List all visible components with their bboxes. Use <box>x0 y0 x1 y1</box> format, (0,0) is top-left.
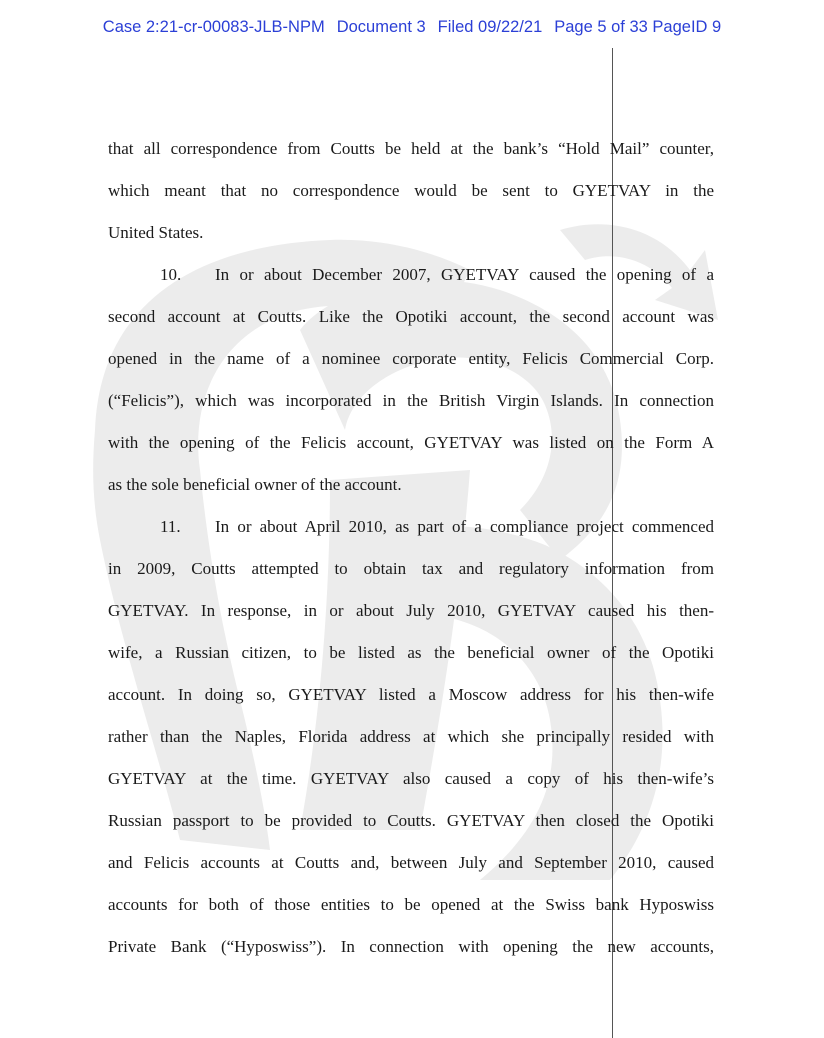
text-line: in 2009, Coutts attempted to obtain tax and regulatory information from <box>108 559 714 578</box>
text-line: as the sole beneficial owner of the account. <box>108 475 402 494</box>
text-line: accounts for both of those entities to be opened at the Swiss bank Hyposwiss <box>108 895 714 914</box>
text-line: rather than the Naples, Florida address at which she principally resided with <box>108 727 714 746</box>
text-line: (“Felicis”), which was incorporated in the British Virgin Islands. In connection <box>108 391 714 410</box>
paragraph-number: 11. <box>160 517 181 536</box>
paragraph-10-first-line <box>108 254 714 296</box>
text-line: and Felicis accounts at Coutts and, between July and September 2010, caused <box>108 853 714 872</box>
page-info: Page 5 of 33 PageID 9 <box>554 18 722 36</box>
text-line: second account at Coutts. Like the Opotiki account, the second account was <box>108 307 714 326</box>
text-line: which meant that no correspondence would be sent to GYETVAY in the <box>108 181 714 200</box>
paragraph-11-first-line <box>108 506 714 548</box>
text-line: wife, a Russian citizen, to be listed as the beneficial owner of the Opotiki <box>108 643 714 662</box>
text-line: that all correspondence from Coutts be held at the bank’s “Hold Mail” counter, <box>108 139 714 158</box>
text-line: In or about December 2007, GYETVAY caused the opening of a <box>215 265 714 284</box>
case-header <box>0 18 824 37</box>
text-line: account. In doing so, GYETVAY listed a Moscow address for his then-wife <box>108 685 714 704</box>
paragraph-number: 10. <box>160 265 182 284</box>
text-line: Private Bank (“Hyposwiss”). In connection with opening the new accounts, <box>108 937 714 956</box>
text-line: with the opening of the Felicis account, GYETVAY was listed on the Form A <box>108 433 714 452</box>
text-line: In or about April 2010, as part of a compliance project commenced <box>215 517 714 536</box>
filed-date: Filed 09/22/21 <box>437 18 543 36</box>
text-line: Russian passport to be provided to Coutts. GYETVAY then closed the Opotiki <box>108 811 714 830</box>
text-line: GYETVAY. In response, in or about July 2010, GYETVAY caused his then- <box>108 601 714 620</box>
text-line: GYETVAY at the time. GYETVAY also caused a copy of his then-wife’s <box>108 769 714 788</box>
text-line: opened in the name of a nominee corporate entity, Felicis Commercial Corp. <box>108 349 714 368</box>
case-number: Case 2:21-cr-00083-JLB-NPM <box>102 18 325 36</box>
text-line: United States. <box>108 223 204 242</box>
document-body <box>108 128 714 968</box>
document-number: Document 3 <box>336 18 426 36</box>
